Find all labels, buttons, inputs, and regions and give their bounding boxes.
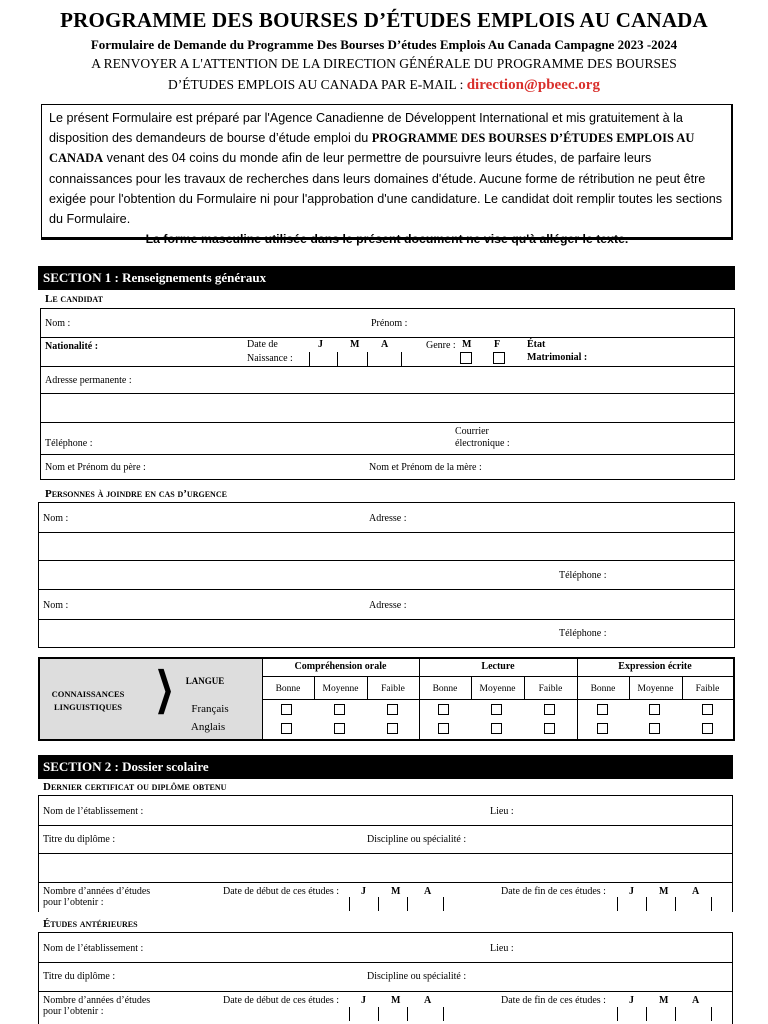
intro-note: La forme masculine utilisée dans le présent document ne vise qu'à alléger le texte. <box>145 232 629 247</box>
level-bonne: Bonne <box>432 684 458 694</box>
address-line-2-text: D’ÉTUDES EMPLOIS AU CANADA PAR E-MAIL : <box>168 77 464 92</box>
courriel-label: Courrier <box>455 426 489 437</box>
lieu-label: Lieu : <box>490 806 514 817</box>
telephone-label: Téléphone : <box>45 438 93 449</box>
address-line-1: A RENVOYER A L'ATTENTION DE LA DIRECTION GÉNÉRALE DU PROGRAMME DES BOURSES <box>91 56 677 71</box>
ant-debut-j: J <box>361 995 366 1006</box>
checkbox-anglais-lecture-faible[interactable] <box>544 723 555 734</box>
prenom-label: Prénom : <box>371 318 408 329</box>
level-faible: Faible <box>695 684 720 694</box>
dernier-diplome-box <box>38 795 733 912</box>
checkbox-anglais-lecture-moyenne[interactable] <box>491 723 502 734</box>
urgence-telephone-1-label: Téléphone : <box>559 570 607 581</box>
checkbox-anglais-expression-faible[interactable] <box>702 723 713 734</box>
group-lecture: Lecture <box>481 661 515 672</box>
checkbox-francais-lecture-moyenne[interactable] <box>491 704 502 715</box>
ling-label-1: CONNAISSANCES <box>51 689 125 699</box>
checkbox-francais-comprehension-bonne[interactable] <box>281 704 292 715</box>
group-expression: Expression écrite <box>618 661 692 672</box>
date-naissance-label: Date de <box>247 339 278 350</box>
address-line-2 <box>0 77 768 94</box>
urgence-nom-2-label: Nom : <box>43 600 69 611</box>
checkbox-anglais-lecture-bonne[interactable] <box>438 723 449 734</box>
debut-a: A <box>424 886 432 897</box>
checkbox-francais-lecture-bonne[interactable] <box>438 704 449 715</box>
etudes-anterieures-heading: Études antérieures <box>43 918 138 930</box>
checkbox-francais-expression-faible[interactable] <box>702 704 713 715</box>
urgence-adresse-2-label: Adresse : <box>369 600 407 611</box>
pere-label: Nom et Prénom du père : <box>45 462 146 473</box>
candidate-box <box>40 308 735 480</box>
urgence-nom-1-label: Nom : <box>43 513 69 524</box>
fin-label: Date de fin de ces études : <box>501 886 606 897</box>
urgence-adresse-1-label: Adresse : <box>369 513 407 524</box>
debut-m: M <box>391 886 401 897</box>
form-title: PROGRAMME DES BOURSES D’ÉTUDES EMPLOIS AU CANADA <box>60 8 708 32</box>
section-1-header: SECTION 1 : Renseignements généraux <box>38 266 735 290</box>
checkbox-anglais-expression-moyenne[interactable] <box>649 723 660 734</box>
checkbox-francais-lecture-faible[interactable] <box>544 704 555 715</box>
form-subtitle: Formulaire de Demande du Programme Des Bourses D’études Emplois Au Canada Campagne 2023 -2024 <box>90 37 678 52</box>
dob-j: J <box>318 339 323 350</box>
checkbox-francais-expression-bonne[interactable] <box>597 704 608 715</box>
dob-a: A <box>381 339 389 350</box>
checkbox-francais-comprehension-moyenne[interactable] <box>334 704 345 715</box>
checkbox-anglais-comprehension-bonne[interactable] <box>281 723 292 734</box>
level-bonne: Bonne <box>590 684 616 694</box>
fin-a: A <box>692 886 700 897</box>
ant-titre-label: Titre du diplôme : <box>43 971 116 982</box>
ant-annees-label-2: pour l’obtenir : <box>43 1006 104 1017</box>
fin-j: J <box>629 886 634 897</box>
nationalite-label: Nationalité : <box>45 341 99 352</box>
genre-m-checkbox[interactable] <box>460 352 472 364</box>
annees-label-2: pour l’obtenir : <box>43 897 104 908</box>
etablissement-label: Nom de l’établissement : <box>43 806 144 817</box>
genre-f-checkbox[interactable] <box>493 352 505 364</box>
level-bonne: Bonne <box>275 684 301 694</box>
checkbox-anglais-comprehension-faible[interactable] <box>387 723 398 734</box>
checkbox-anglais-comprehension-moyenne[interactable] <box>334 723 345 734</box>
checkbox-anglais-expression-bonne[interactable] <box>597 723 608 734</box>
etat-label: État <box>527 339 546 350</box>
level-faible: Faible <box>538 684 563 694</box>
urgence-telephone-2-label: Téléphone : <box>559 628 607 639</box>
lang-francais: Français <box>191 703 229 715</box>
discipline-label: Discipline ou spécialité : <box>367 834 467 845</box>
genre-f-label: F <box>494 339 501 350</box>
ant-annees-label: Nombre d’années d’études <box>43 995 151 1006</box>
emergency-box <box>38 502 735 648</box>
candidate-heading: Le candidat <box>45 293 103 305</box>
level-moyenne: Moyenne <box>322 684 359 694</box>
intro-box <box>41 104 733 247</box>
ant-discipline-label: Discipline ou spécialité : <box>367 971 467 982</box>
ant-lieu-label: Lieu : <box>490 943 514 954</box>
etudes-anterieures-box <box>38 932 733 1024</box>
section-2-header: SECTION 2 : Dossier scolaire <box>38 755 733 779</box>
nom-label: Nom : <box>45 318 71 329</box>
date-naissance-label-2: Naissance : <box>247 353 293 364</box>
checkbox-francais-expression-moyenne[interactable] <box>649 704 660 715</box>
genre-m-label: M <box>462 339 472 350</box>
langue-label: LANGUE <box>185 676 225 686</box>
etat-label-2: Matrimonial : <box>527 352 588 363</box>
mere-label: Nom et Prénom de la mère : <box>369 462 482 473</box>
intro-part-2: venant des 04 coins du monde afin de leur permettre de poursuivre leurs études, de parfaire leurs connaissances pour les travaux de recherches dans leurs domaines d'étude. Aucune forme de rétribution ne peut être exigée pour l'obtention du Formulaire ni pour l'approbation d'une candidature. Le candidat doit remplir toutes les sections du Formulaire. <box>49 151 722 227</box>
fin-m: M <box>659 886 669 897</box>
level-moyenne: Moyenne <box>479 684 516 694</box>
ant-debut-m: M <box>391 995 401 1006</box>
debut-j: J <box>361 886 366 897</box>
ling-label-2: LINGUISTIQUES <box>53 702 123 712</box>
level-faible: Faible <box>381 684 405 694</box>
adresse-label: Adresse permanente : <box>45 375 132 386</box>
ant-fin-m: M <box>659 995 669 1006</box>
genre-label: Genre : <box>426 340 456 351</box>
dernier-diplome-heading: Dernier certificat ou diplôme obtenu <box>43 781 227 793</box>
group-comprehension: Compréhension orale <box>294 661 387 672</box>
ant-fin-j: J <box>629 995 634 1006</box>
email-link[interactable]: direction@pbeec.org <box>466 77 600 93</box>
ant-fin-a: A <box>692 995 700 1006</box>
checkbox-francais-comprehension-faible[interactable] <box>387 704 398 715</box>
ant-etablissement-label: Nom de l’établissement : <box>43 943 144 954</box>
annees-label: Nombre d’années d’études <box>43 886 151 897</box>
ant-debut-a: A <box>424 995 432 1006</box>
urgence-heading: Personnes à joindre en cas d’urgence <box>45 488 227 500</box>
chevron-right-icon: ❯ <box>155 664 174 713</box>
linguistic-table <box>38 657 735 741</box>
level-moyenne: Moyenne <box>637 684 674 694</box>
debut-label: Date de début de ces études : <box>223 886 340 897</box>
intro-text <box>49 108 725 229</box>
lang-anglais: Anglais <box>190 721 226 733</box>
intro-program-name: PROGRAMME DES BOURSES D’ÉTUDES EMPLOIS AU CANADA <box>49 131 695 166</box>
intro-part-1: Le présent Formulaire est préparé par l'Agence Canadienne de Développent International et mis gratuitement à la disposition des demandeurs de bourse d’étude emploi du <box>49 111 683 146</box>
ant-fin-label: Date de fin de ces études : <box>501 995 606 1006</box>
dob-m: M <box>350 339 360 350</box>
titre-label: Titre du diplôme : <box>43 834 116 845</box>
courriel-label-2: électronique : <box>455 438 510 449</box>
ant-debut-label: Date de début de ces études : <box>223 995 340 1006</box>
